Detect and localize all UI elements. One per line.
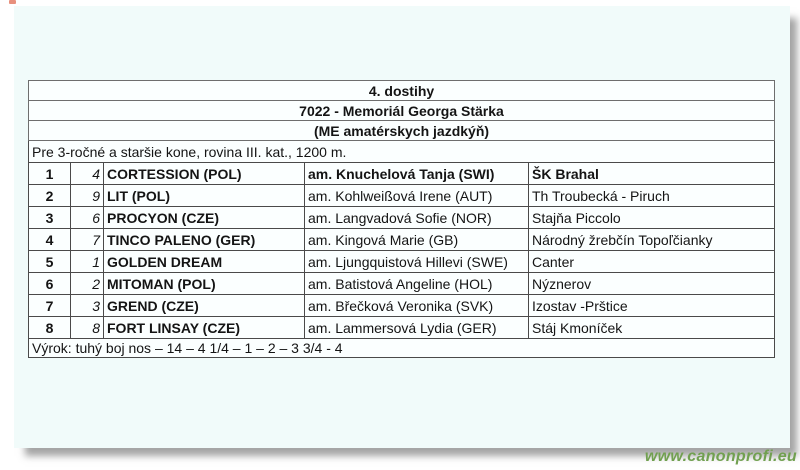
horse-name: CORTESSION (POL) [104, 163, 305, 185]
horse-name: MITOMAN (POL) [104, 273, 305, 295]
horse-name: GREND (CZE) [104, 295, 305, 317]
jockey-name: am. Langvadová Sofie (NOR) [305, 207, 529, 229]
finish-position: 1 [29, 163, 71, 185]
stable-name: Izostav -Prštice [529, 295, 775, 317]
start-number: 9 [71, 185, 104, 207]
results-body [29, 163, 775, 339]
start-number: 1 [71, 251, 104, 273]
start-number: 4 [71, 163, 104, 185]
horse-name: TINCO PALENO (GER) [104, 229, 305, 251]
finish-position: 3 [29, 207, 71, 229]
scan-artifact-mark [9, 0, 16, 4]
result-row [29, 295, 775, 317]
race-conditions-row [29, 141, 775, 163]
start-number: 6 [71, 207, 104, 229]
finish-position: 5 [29, 251, 71, 273]
race-category-title: (ME amatérskych jazdkýň) [29, 121, 775, 141]
stable-name: ŠK Brahal [529, 163, 775, 185]
result-row [29, 229, 775, 251]
finish-position: 8 [29, 317, 71, 339]
jockey-name: am. Batistová Angeline (HOL) [305, 273, 529, 295]
race-category-row [29, 121, 775, 141]
result-row [29, 207, 775, 229]
start-number: 2 [71, 273, 104, 295]
race-name-title: 7022 - Memoriál Georga Stärka [29, 101, 775, 121]
table-header-section [29, 81, 775, 163]
race-name-row [29, 101, 775, 121]
stable-name: Th Troubecká - Piruch [529, 185, 775, 207]
stable-name: Stajňa Piccolo [529, 207, 775, 229]
table-footer-section [29, 339, 775, 358]
stable-name: Canter [529, 251, 775, 273]
horse-name: GOLDEN DREAM [104, 251, 305, 273]
result-row [29, 163, 775, 185]
race-results-table [28, 80, 775, 358]
finish-position: 2 [29, 185, 71, 207]
horse-name: PROCYON (CZE) [104, 207, 305, 229]
race-number-row [29, 81, 775, 101]
result-row [29, 317, 775, 339]
result-row [29, 251, 775, 273]
finish-position: 4 [29, 229, 71, 251]
stable-name: Národný žrebčín Topoľčianky [529, 229, 775, 251]
start-number: 8 [71, 317, 104, 339]
start-number: 3 [71, 295, 104, 317]
result-row [29, 185, 775, 207]
finish-position: 7 [29, 295, 71, 317]
verdict-row [29, 339, 775, 358]
horse-name: LIT (POL) [104, 185, 305, 207]
jockey-name: am. Kingová Marie (GB) [305, 229, 529, 251]
watermark-url: www.canonprofi.eu [644, 448, 797, 465]
jockey-name: am. Lammersová Lydia (GER) [305, 317, 529, 339]
jockey-name: am. Ljungquistová Hillevi (SWE) [305, 251, 529, 273]
jockey-name: am. Břečková Veronika (SVK) [305, 295, 529, 317]
jockey-name: am. Knuchelová Tanja (SWI) [305, 163, 529, 185]
horse-name: FORT LINSAY (CZE) [104, 317, 305, 339]
race-conditions-text: Pre 3-ročné a staršie kone, rovina III. kat., 1200 m. [29, 141, 775, 163]
jockey-name: am. Kohlweißová Irene (AUT) [305, 185, 529, 207]
finish-position: 6 [29, 273, 71, 295]
start-number: 7 [71, 229, 104, 251]
document-sheet [14, 6, 790, 448]
result-row [29, 273, 775, 295]
verdict-text: Výrok: tuhý boj nos – 14 – 4 1/4 – 1 – 2 – 3 3/4 - 4 [29, 339, 775, 358]
stable-name: Nýznerov [529, 273, 775, 295]
stable-name: Stáj Kmoníček [529, 317, 775, 339]
race-number-title: 4. dostihy [29, 81, 775, 101]
